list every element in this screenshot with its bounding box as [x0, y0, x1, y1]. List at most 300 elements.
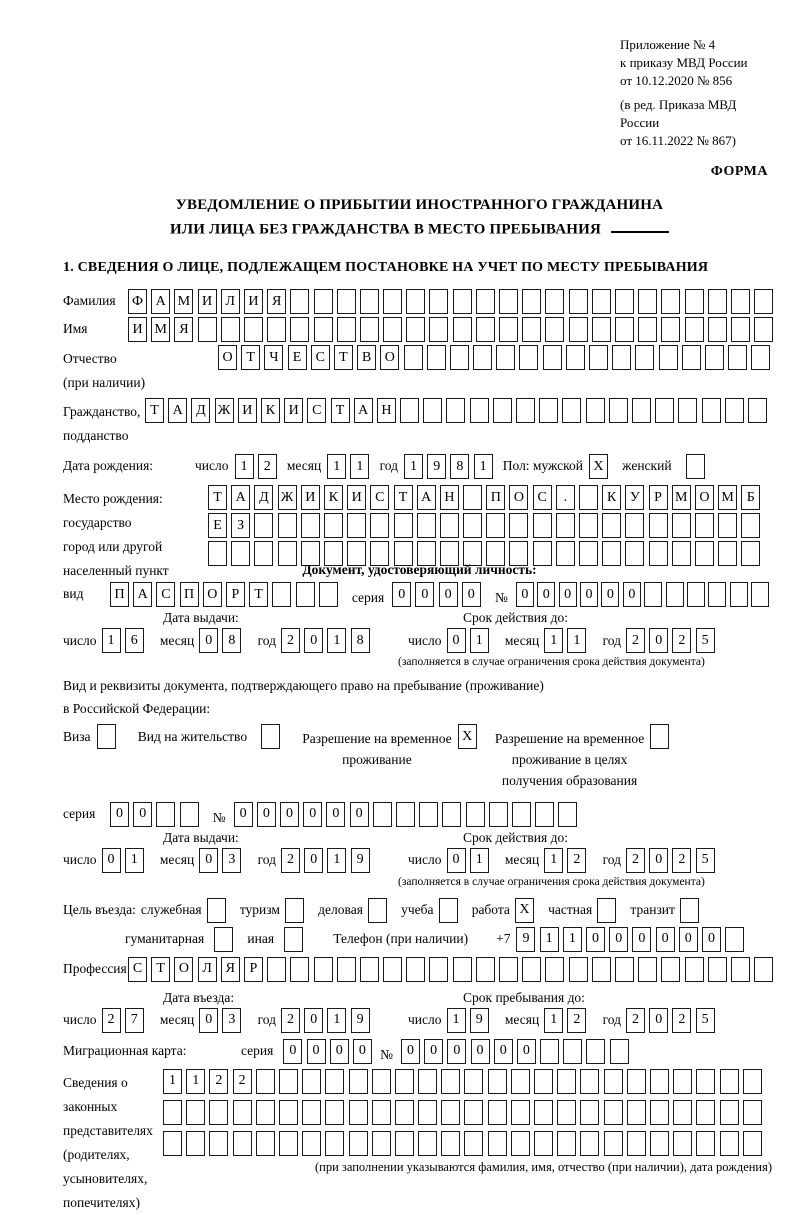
- form-cell[interactable]: 0: [303, 802, 322, 827]
- form-cell[interactable]: [604, 1069, 623, 1094]
- form-cell[interactable]: А: [133, 582, 152, 607]
- form-cell[interactable]: [499, 957, 518, 982]
- form-cell[interactable]: 8: [450, 454, 469, 479]
- form-cell[interactable]: [198, 317, 217, 342]
- form-cell[interactable]: [279, 1131, 298, 1156]
- form-cell[interactable]: [545, 317, 564, 342]
- form-cell[interactable]: [569, 957, 588, 982]
- form-cell[interactable]: [556, 541, 575, 566]
- form-cell[interactable]: [604, 1131, 623, 1156]
- form-cell[interactable]: [290, 317, 309, 342]
- form-cell[interactable]: [163, 1131, 182, 1156]
- form-cell[interactable]: И: [347, 485, 366, 510]
- form-cell[interactable]: [156, 802, 175, 827]
- form-cell[interactable]: [427, 345, 446, 370]
- form-cell[interactable]: [453, 317, 472, 342]
- form-cell[interactable]: У: [625, 485, 644, 510]
- form-cell[interactable]: 0: [199, 1008, 218, 1033]
- form-cell[interactable]: 0: [679, 927, 698, 952]
- form-cell[interactable]: 2: [626, 628, 645, 653]
- form-cell[interactable]: 5: [696, 848, 715, 873]
- form-cell[interactable]: [383, 317, 402, 342]
- form-cell[interactable]: [696, 1100, 715, 1125]
- form-cell[interactable]: 1: [327, 1008, 346, 1033]
- form-cell[interactable]: 0: [424, 1039, 443, 1064]
- form-cell[interactable]: А: [151, 289, 170, 314]
- form-cell[interactable]: [650, 724, 669, 749]
- form-cell[interactable]: 0: [102, 848, 121, 873]
- form-cell[interactable]: [638, 957, 657, 982]
- form-cell[interactable]: [718, 513, 737, 538]
- form-cell[interactable]: [666, 582, 684, 607]
- form-cell[interactable]: [580, 1131, 599, 1156]
- form-cell[interactable]: [476, 317, 495, 342]
- form-cell[interactable]: [499, 289, 518, 314]
- form-cell[interactable]: Б: [741, 485, 760, 510]
- form-cell[interactable]: [695, 541, 714, 566]
- form-cell[interactable]: [751, 345, 770, 370]
- form-cell[interactable]: 0: [609, 927, 628, 952]
- form-cell[interactable]: [278, 541, 297, 566]
- form-cell[interactable]: [685, 957, 704, 982]
- form-cell[interactable]: К: [324, 485, 343, 510]
- form-cell[interactable]: [296, 582, 315, 607]
- form-cell[interactable]: 1: [447, 1008, 466, 1033]
- form-cell[interactable]: [373, 802, 392, 827]
- form-cell[interactable]: [686, 454, 705, 479]
- form-cell[interactable]: [290, 957, 309, 982]
- form-cell[interactable]: [754, 317, 773, 342]
- form-cell[interactable]: [267, 317, 286, 342]
- form-cell[interactable]: [604, 1100, 623, 1125]
- form-cell[interactable]: [728, 345, 747, 370]
- form-cell[interactable]: [649, 513, 668, 538]
- form-cell[interactable]: [267, 957, 286, 982]
- form-cell[interactable]: 0: [234, 802, 253, 827]
- form-cell[interactable]: [533, 513, 552, 538]
- form-cell[interactable]: 0: [601, 582, 619, 607]
- form-cell[interactable]: [290, 289, 309, 314]
- form-cell[interactable]: С: [307, 398, 326, 423]
- form-cell[interactable]: [244, 317, 263, 342]
- form-cell[interactable]: П: [486, 485, 505, 510]
- form-cell[interactable]: 2: [209, 1069, 228, 1094]
- form-cell[interactable]: Я: [267, 289, 286, 314]
- form-cell[interactable]: 0: [392, 582, 411, 607]
- form-cell[interactable]: [372, 1100, 391, 1125]
- form-cell[interactable]: [395, 1069, 414, 1094]
- form-cell[interactable]: [442, 802, 461, 827]
- form-cell[interactable]: П: [180, 582, 199, 607]
- form-cell[interactable]: [741, 541, 760, 566]
- form-cell[interactable]: А: [231, 485, 250, 510]
- form-cell[interactable]: М: [151, 317, 170, 342]
- form-cell[interactable]: 2: [672, 628, 691, 653]
- form-cell[interactable]: [325, 1069, 344, 1094]
- form-cell[interactable]: 2: [626, 1008, 645, 1033]
- form-cell[interactable]: [453, 289, 472, 314]
- form-cell[interactable]: [256, 1100, 275, 1125]
- form-cell[interactable]: [682, 345, 701, 370]
- form-cell[interactable]: [638, 289, 657, 314]
- form-cell[interactable]: [730, 582, 748, 607]
- form-cell[interactable]: [509, 513, 528, 538]
- form-cell[interactable]: [464, 1131, 483, 1156]
- form-cell[interactable]: [638, 317, 657, 342]
- form-cell[interactable]: [649, 541, 668, 566]
- form-cell[interactable]: [463, 485, 482, 510]
- form-cell[interactable]: 0: [199, 848, 218, 873]
- form-cell[interactable]: [557, 1069, 576, 1094]
- form-cell[interactable]: 0: [330, 1039, 349, 1064]
- form-cell[interactable]: Т: [151, 957, 170, 982]
- form-cell[interactable]: 6: [125, 628, 144, 653]
- form-cell[interactable]: 0: [353, 1039, 372, 1064]
- form-cell[interactable]: [592, 317, 611, 342]
- form-cell[interactable]: [209, 1100, 228, 1125]
- form-cell[interactable]: [453, 957, 472, 982]
- form-cell[interactable]: [696, 1131, 715, 1156]
- form-cell[interactable]: С: [128, 957, 147, 982]
- form-cell[interactable]: 0: [649, 1008, 668, 1033]
- form-cell[interactable]: [609, 398, 628, 423]
- form-cell[interactable]: [394, 513, 413, 538]
- form-cell[interactable]: [470, 398, 489, 423]
- form-cell[interactable]: [543, 345, 562, 370]
- form-cell[interactable]: [579, 513, 598, 538]
- form-cell[interactable]: 2: [233, 1069, 252, 1094]
- form-cell[interactable]: [302, 1131, 321, 1156]
- form-cell[interactable]: С: [370, 485, 389, 510]
- form-cell[interactable]: [635, 345, 654, 370]
- form-cell[interactable]: [261, 724, 280, 749]
- form-cell[interactable]: [404, 345, 423, 370]
- form-cell[interactable]: 9: [351, 1008, 370, 1033]
- form-cell[interactable]: [214, 927, 233, 952]
- form-cell[interactable]: [450, 345, 469, 370]
- form-cell[interactable]: [615, 289, 634, 314]
- form-cell[interactable]: [512, 802, 531, 827]
- form-cell[interactable]: 0: [304, 628, 323, 653]
- form-cell[interactable]: 0: [257, 802, 276, 827]
- form-cell[interactable]: [324, 513, 343, 538]
- form-cell[interactable]: 8: [351, 628, 370, 653]
- form-cell[interactable]: [685, 317, 704, 342]
- form-cell[interactable]: [325, 1131, 344, 1156]
- form-cell[interactable]: Т: [145, 398, 164, 423]
- form-cell[interactable]: Т: [208, 485, 227, 510]
- form-cell[interactable]: [612, 345, 631, 370]
- form-cell[interactable]: 0: [133, 802, 152, 827]
- form-cell[interactable]: 2: [672, 848, 691, 873]
- form-cell[interactable]: [496, 345, 515, 370]
- form-cell[interactable]: [661, 317, 680, 342]
- form-cell[interactable]: 0: [702, 927, 721, 952]
- form-cell[interactable]: [441, 1100, 460, 1125]
- form-cell[interactable]: [395, 1131, 414, 1156]
- form-cell[interactable]: И: [238, 398, 257, 423]
- form-cell[interactable]: [337, 957, 356, 982]
- form-cell[interactable]: К: [602, 485, 621, 510]
- form-cell[interactable]: 1: [544, 628, 563, 653]
- form-cell[interactable]: С: [533, 485, 552, 510]
- form-cell[interactable]: 0: [517, 1039, 536, 1064]
- form-cell[interactable]: 1: [163, 1069, 182, 1094]
- form-cell[interactable]: 8: [222, 628, 241, 653]
- form-cell[interactable]: 1: [563, 927, 582, 952]
- form-cell[interactable]: [208, 541, 227, 566]
- form-cell[interactable]: [233, 1131, 252, 1156]
- form-cell[interactable]: [383, 289, 402, 314]
- form-cell[interactable]: [708, 289, 727, 314]
- form-cell[interactable]: [499, 317, 518, 342]
- form-cell[interactable]: 2: [102, 1008, 121, 1033]
- form-cell[interactable]: 0: [283, 1039, 302, 1064]
- form-cell[interactable]: [473, 345, 492, 370]
- form-cell[interactable]: 0: [656, 927, 675, 952]
- form-cell[interactable]: [661, 957, 680, 982]
- form-cell[interactable]: 2: [567, 848, 586, 873]
- form-cell[interactable]: 0: [415, 582, 434, 607]
- form-cell[interactable]: [423, 398, 442, 423]
- form-cell[interactable]: В: [357, 345, 376, 370]
- form-cell[interactable]: 0: [199, 628, 218, 653]
- form-cell[interactable]: 1: [350, 454, 369, 479]
- form-cell[interactable]: [632, 398, 651, 423]
- form-cell[interactable]: .: [556, 485, 575, 510]
- form-cell[interactable]: [284, 927, 303, 952]
- form-cell[interactable]: 0: [304, 848, 323, 873]
- form-cell[interactable]: [610, 1039, 629, 1064]
- form-cell[interactable]: 1: [404, 454, 423, 479]
- form-cell[interactable]: И: [284, 398, 303, 423]
- form-cell[interactable]: [314, 289, 333, 314]
- form-cell[interactable]: [417, 513, 436, 538]
- form-cell[interactable]: [486, 513, 505, 538]
- form-cell[interactable]: Р: [226, 582, 245, 607]
- form-cell[interactable]: [627, 1069, 646, 1094]
- form-cell[interactable]: [720, 1100, 739, 1125]
- form-cell[interactable]: [589, 345, 608, 370]
- form-cell[interactable]: [522, 317, 541, 342]
- form-cell[interactable]: С: [311, 345, 330, 370]
- form-cell[interactable]: [592, 957, 611, 982]
- form-cell[interactable]: 0: [304, 1008, 323, 1033]
- form-cell[interactable]: [627, 1100, 646, 1125]
- form-cell[interactable]: 1: [544, 848, 563, 873]
- form-cell[interactable]: Р: [244, 957, 263, 982]
- form-cell[interactable]: И: [301, 485, 320, 510]
- form-cell[interactable]: 9: [516, 927, 535, 952]
- form-cell[interactable]: [418, 1069, 437, 1094]
- form-cell[interactable]: [395, 1100, 414, 1125]
- form-cell[interactable]: [563, 1039, 582, 1064]
- form-cell[interactable]: О: [174, 957, 193, 982]
- form-cell[interactable]: [754, 289, 773, 314]
- form-cell[interactable]: О: [695, 485, 714, 510]
- form-cell[interactable]: [661, 289, 680, 314]
- form-cell[interactable]: [627, 1131, 646, 1156]
- form-cell[interactable]: 0: [632, 927, 651, 952]
- form-cell[interactable]: 0: [649, 848, 668, 873]
- form-cell[interactable]: 0: [516, 582, 534, 607]
- form-cell[interactable]: 0: [580, 582, 598, 607]
- form-cell[interactable]: [493, 398, 512, 423]
- form-cell[interactable]: [696, 1069, 715, 1094]
- form-cell[interactable]: [516, 398, 535, 423]
- form-cell[interactable]: [360, 289, 379, 314]
- form-cell[interactable]: [406, 957, 425, 982]
- form-cell[interactable]: 1: [235, 454, 254, 479]
- form-cell[interactable]: [464, 1100, 483, 1125]
- form-cell[interactable]: [580, 1069, 599, 1094]
- form-cell[interactable]: Е: [288, 345, 307, 370]
- form-cell[interactable]: 0: [586, 927, 605, 952]
- form-cell[interactable]: [580, 1100, 599, 1125]
- form-cell[interactable]: [272, 582, 291, 607]
- form-cell[interactable]: 0: [326, 802, 345, 827]
- form-cell[interactable]: Ж: [215, 398, 234, 423]
- form-cell[interactable]: 2: [281, 848, 300, 873]
- form-cell[interactable]: [672, 513, 691, 538]
- form-cell[interactable]: [644, 582, 662, 607]
- form-cell[interactable]: А: [354, 398, 373, 423]
- form-cell[interactable]: [579, 485, 598, 510]
- form-cell[interactable]: [615, 317, 634, 342]
- form-cell[interactable]: [741, 513, 760, 538]
- form-cell[interactable]: [511, 1100, 530, 1125]
- form-cell[interactable]: Е: [208, 513, 227, 538]
- form-cell[interactable]: [720, 1069, 739, 1094]
- form-cell[interactable]: 0: [447, 848, 466, 873]
- form-cell[interactable]: [579, 541, 598, 566]
- form-cell[interactable]: 3: [222, 848, 241, 873]
- form-cell[interactable]: [302, 1100, 321, 1125]
- form-cell[interactable]: Ж: [278, 485, 297, 510]
- form-cell[interactable]: 1: [544, 1008, 563, 1033]
- form-cell[interactable]: [406, 289, 425, 314]
- form-cell[interactable]: [558, 802, 577, 827]
- form-cell[interactable]: И: [244, 289, 263, 314]
- form-cell[interactable]: [221, 317, 240, 342]
- form-cell[interactable]: [569, 317, 588, 342]
- form-cell[interactable]: Т: [241, 345, 260, 370]
- form-cell[interactable]: [615, 957, 634, 982]
- form-cell[interactable]: [319, 582, 338, 607]
- form-cell[interactable]: Я: [174, 317, 193, 342]
- form-cell[interactable]: 1: [102, 628, 121, 653]
- form-cell[interactable]: 2: [258, 454, 277, 479]
- form-cell[interactable]: [360, 957, 379, 982]
- form-cell[interactable]: [731, 289, 750, 314]
- form-cell[interactable]: [488, 1069, 507, 1094]
- form-cell[interactable]: [186, 1100, 205, 1125]
- form-cell[interactable]: [429, 317, 448, 342]
- form-cell[interactable]: М: [174, 289, 193, 314]
- form-cell[interactable]: [97, 724, 116, 749]
- form-cell[interactable]: 0: [350, 802, 369, 827]
- form-cell[interactable]: [439, 898, 458, 923]
- form-cell[interactable]: [186, 1131, 205, 1156]
- form-cell[interactable]: [725, 927, 744, 952]
- form-cell[interactable]: [562, 398, 581, 423]
- form-cell[interactable]: Р: [649, 485, 668, 510]
- form-cell[interactable]: [708, 957, 727, 982]
- form-cell[interactable]: [592, 289, 611, 314]
- form-cell[interactable]: [659, 345, 678, 370]
- form-cell[interactable]: [650, 1131, 669, 1156]
- form-cell[interactable]: [406, 317, 425, 342]
- form-cell[interactable]: 2: [672, 1008, 691, 1033]
- form-cell[interactable]: [522, 289, 541, 314]
- form-cell[interactable]: 2: [626, 848, 645, 873]
- form-cell[interactable]: 1: [125, 848, 144, 873]
- form-cell[interactable]: [511, 1069, 530, 1094]
- form-cell[interactable]: [256, 1069, 275, 1094]
- form-cell[interactable]: [349, 1069, 368, 1094]
- form-cell[interactable]: [655, 398, 674, 423]
- form-cell[interactable]: О: [509, 485, 528, 510]
- form-cell[interactable]: 1: [470, 628, 489, 653]
- form-cell[interactable]: [418, 1100, 437, 1125]
- form-cell[interactable]: О: [203, 582, 222, 607]
- form-cell[interactable]: [540, 1039, 559, 1064]
- form-cell[interactable]: [557, 1100, 576, 1125]
- form-cell[interactable]: [731, 957, 750, 982]
- form-cell[interactable]: [708, 317, 727, 342]
- form-cell[interactable]: [685, 289, 704, 314]
- form-cell[interactable]: 3: [222, 1008, 241, 1033]
- form-cell[interactable]: [708, 582, 726, 607]
- form-cell[interactable]: Н: [440, 485, 459, 510]
- form-cell[interactable]: [337, 317, 356, 342]
- form-cell[interactable]: [301, 513, 320, 538]
- form-cell[interactable]: [254, 541, 273, 566]
- form-cell[interactable]: [743, 1100, 762, 1125]
- form-cell[interactable]: [566, 345, 585, 370]
- form-cell[interactable]: [476, 289, 495, 314]
- form-cell[interactable]: Д: [191, 398, 210, 423]
- form-cell[interactable]: [463, 513, 482, 538]
- form-cell[interactable]: 0: [649, 628, 668, 653]
- form-cell[interactable]: Т: [394, 485, 413, 510]
- form-cell[interactable]: 9: [470, 1008, 489, 1033]
- form-cell[interactable]: [743, 1069, 762, 1094]
- form-cell[interactable]: [597, 898, 616, 923]
- form-cell[interactable]: [569, 289, 588, 314]
- form-cell[interactable]: [725, 398, 744, 423]
- form-cell[interactable]: [446, 398, 465, 423]
- form-cell[interactable]: 1: [470, 848, 489, 873]
- form-cell[interactable]: 1: [567, 628, 586, 653]
- form-cell[interactable]: Ч: [264, 345, 283, 370]
- form-cell[interactable]: [163, 1100, 182, 1125]
- form-cell[interactable]: [476, 957, 495, 982]
- form-cell[interactable]: [702, 398, 721, 423]
- form-cell[interactable]: Я: [221, 957, 240, 982]
- form-cell[interactable]: [441, 1131, 460, 1156]
- form-cell[interactable]: [279, 1069, 298, 1094]
- form-cell[interactable]: [488, 1131, 507, 1156]
- form-cell[interactable]: [586, 1039, 605, 1064]
- form-cell[interactable]: [650, 1069, 669, 1094]
- form-cell[interactable]: [625, 513, 644, 538]
- form-cell[interactable]: [488, 1100, 507, 1125]
- form-cell[interactable]: [673, 1069, 692, 1094]
- form-cell[interactable]: [705, 345, 724, 370]
- form-cell[interactable]: [314, 957, 333, 982]
- form-cell[interactable]: 5: [696, 1008, 715, 1033]
